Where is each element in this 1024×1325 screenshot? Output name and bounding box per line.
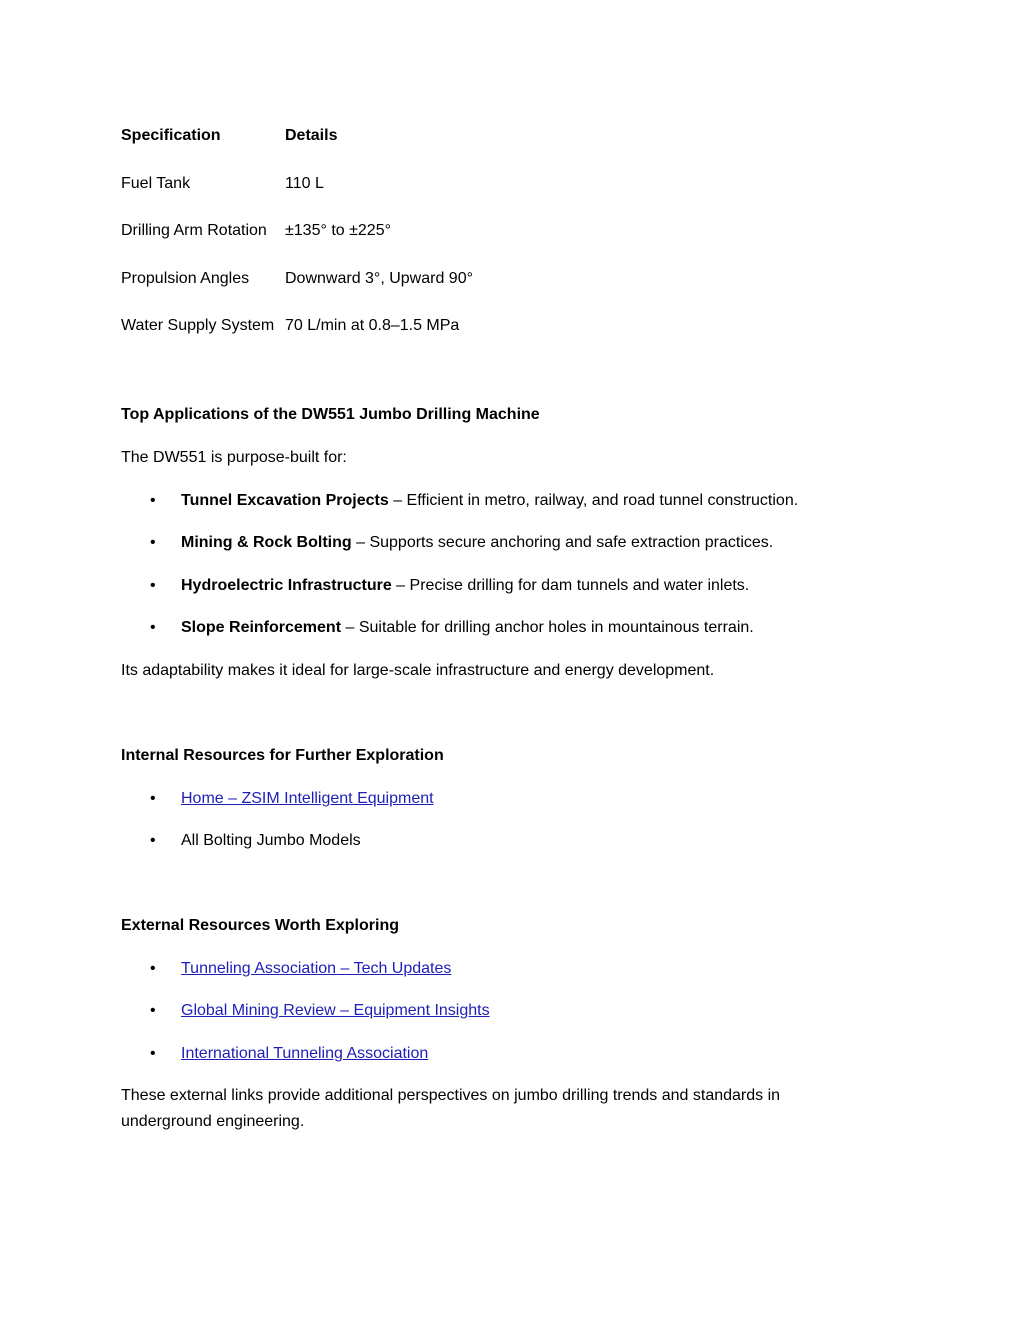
international-tunneling-association-link[interactable]: International Tunneling Association <box>181 1045 429 1062</box>
application-desc: – Efficient in metro, railway, and road tunnel construction. <box>388 492 799 509</box>
applications-intro: The DW551 is purpose-built for: <box>121 449 347 466</box>
applications-heading: Top Applications of the DW551 Jumbo Drilling Machine <box>121 406 540 423</box>
spec-row-label: Propulsion Angles <box>121 270 250 287</box>
global-mining-review-link[interactable]: Global Mining Review – Equipment Insights <box>181 1002 490 1019</box>
application-item-text <box>181 533 773 553</box>
application-item-text <box>181 618 754 638</box>
bullet-icon: • <box>150 492 156 509</box>
application-term: Hydroelectric Infrastructure <box>181 577 392 594</box>
home-zsim-link[interactable]: Home – ZSIM Intelligent Equipment <box>181 790 434 807</box>
external-heading: External Resources Worth Exploring <box>121 917 399 934</box>
bullet-icon: • <box>150 534 156 551</box>
application-term: Slope Reinforcement <box>181 619 342 636</box>
application-desc: – Suitable for drilling anchor holes in mountainous terrain. <box>341 619 754 636</box>
spec-row-value: ±135° to ±225° <box>285 222 391 239</box>
application-desc: – Supports secure anchoring and safe extraction practices. <box>351 534 774 551</box>
bullet-icon: • <box>150 1002 156 1019</box>
tunneling-association-link[interactable]: Tunneling Association – Tech Updates <box>181 960 452 977</box>
applications-closing: Its adaptability makes it ideal for large-scale infrastructure and energy development. <box>121 662 715 679</box>
application-term: Mining & Rock Bolting <box>181 534 352 551</box>
application-item-text <box>181 576 749 596</box>
bullet-icon: • <box>150 1045 156 1062</box>
spec-row-value: 110 L <box>285 175 324 192</box>
bullet-icon: • <box>150 790 156 807</box>
spec-row-label: Water Supply System <box>121 317 275 334</box>
application-desc: – Precise drilling for dam tunnels and water inlets. <box>391 577 750 594</box>
spec-row-value: 70 L/min at 0.8–1.5 MPa <box>285 317 460 334</box>
application-term: Tunnel Excavation Projects <box>181 492 389 509</box>
external-closing: These external links provide additional perspectives on jumbo drilling trends and standards in underground engineering. <box>121 1087 781 1130</box>
bullet-icon: • <box>150 619 156 636</box>
bullet-icon: • <box>150 577 156 594</box>
bullet-icon: • <box>150 960 156 977</box>
spec-row-label: Fuel Tank <box>121 175 191 192</box>
spec-header-specification: Specification <box>121 127 221 144</box>
spec-header-details: Details <box>285 127 338 144</box>
spec-row-label: Drilling Arm Rotation <box>121 222 267 239</box>
bullet-icon: • <box>150 832 156 849</box>
all-bolting-jumbo-models-text: All Bolting Jumbo Models <box>181 832 361 849</box>
internal-heading: Internal Resources for Further Exploration <box>121 747 444 764</box>
application-item-text <box>181 491 798 511</box>
spec-row-value: Downward 3°, Upward 90° <box>285 270 473 287</box>
